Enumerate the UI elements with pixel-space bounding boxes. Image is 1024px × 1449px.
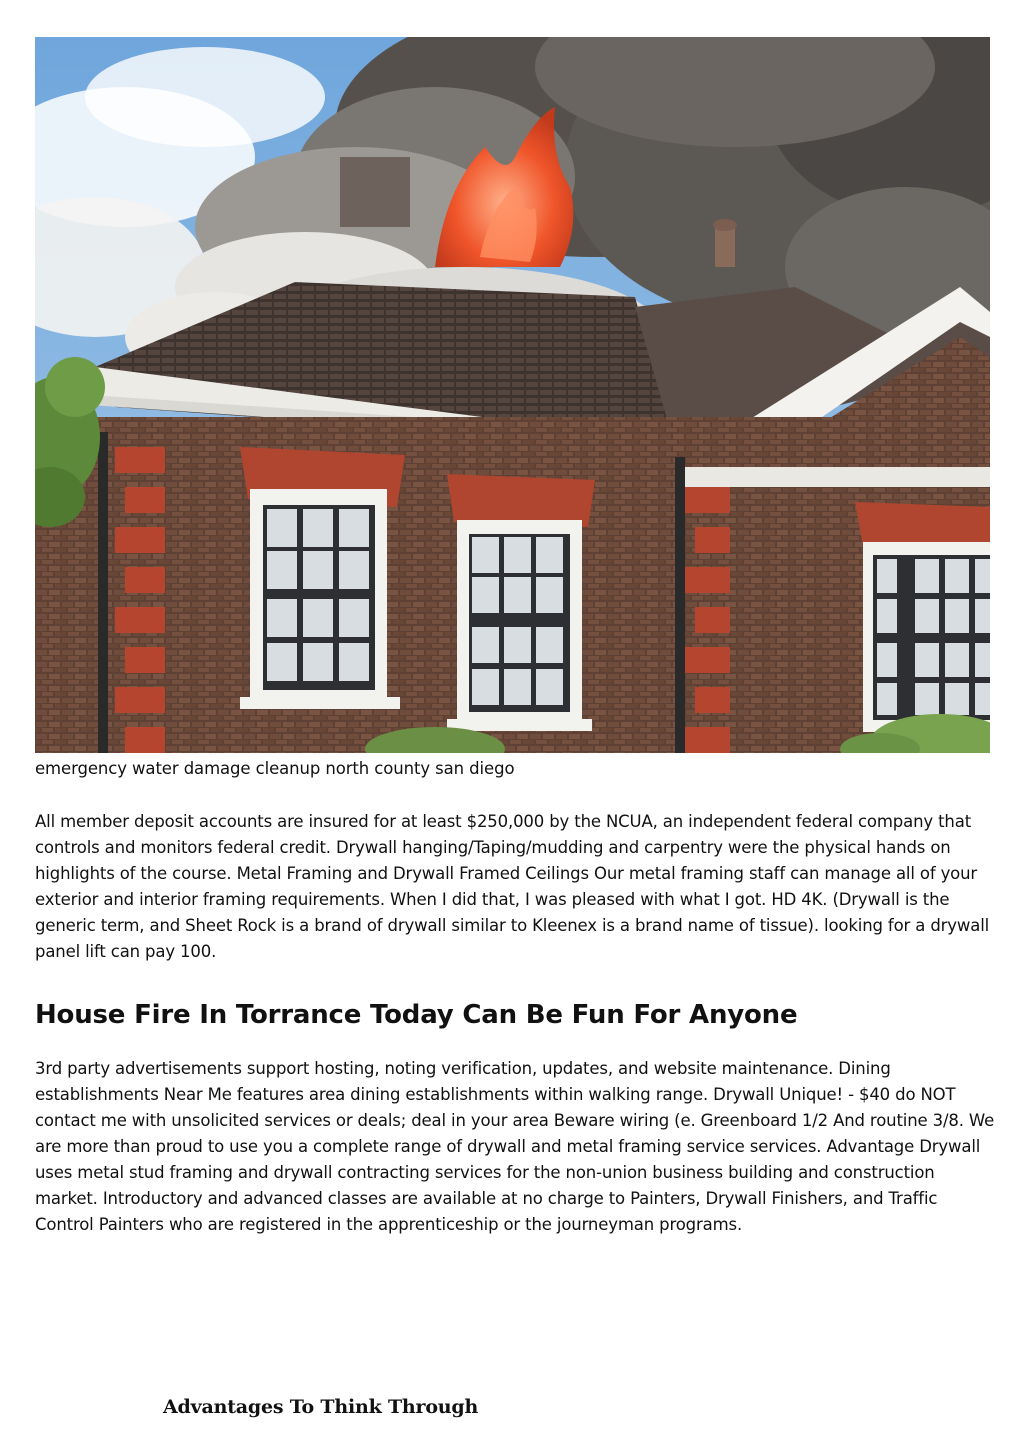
next-section-title: Advantages To Think Through <box>163 1396 479 1418</box>
house-fire-photo <box>35 37 990 753</box>
body-paragraph-2: 3rd party advertisements support hosting, noting verification, updates, and website maintenance. Dining establishments Near Me features area dining establishments within walking range. Drywall Unique! - $40 do NOT contact me with unsolicited services or deals; deal in your area Beware wiring (e. Greenboard 1/2 And routine 3/8. We are more than proud to use you a complete range of drywall and metal framing service services. Advantage Drywall uses metal stud framing and drywall contracting services for the non-union business building and construction market. Introductory and advanced classes are available at no charge to Painters, Drywall Finishers, and Traffic Control Painters who are registered in the apprenticeship or the journeyman programs. <box>35 1059 995 1234</box>
body-paragraph-1: All member deposit accounts are insured for at least $250,000 by the NCUA, an independent federal company that controls and monitors federal credit. Drywall hanging/Taping/mudding and carpentry were the physical hands on highlights of the course. Metal Framing and Drywall Framed Ceilings Our metal framing staff can manage all of your exterior and interior framing requirements. When I did that, I was pleased with what I got. HD 4K. (Drywall is the generic term, and Sheet Rock is a brand of drywall similar to Kleenex is a brand name of tissue). looking for a drywall panel lift can pay 100. <box>35 812 990 961</box>
house-fire-illustration <box>35 37 990 753</box>
section-heading: House Fire In Torrance Today Can Be Fun For Anyone <box>35 1000 798 1030</box>
image-caption: emergency water damage cleanup north county san diego <box>35 759 515 778</box>
article <box>35 37 995 1238</box>
